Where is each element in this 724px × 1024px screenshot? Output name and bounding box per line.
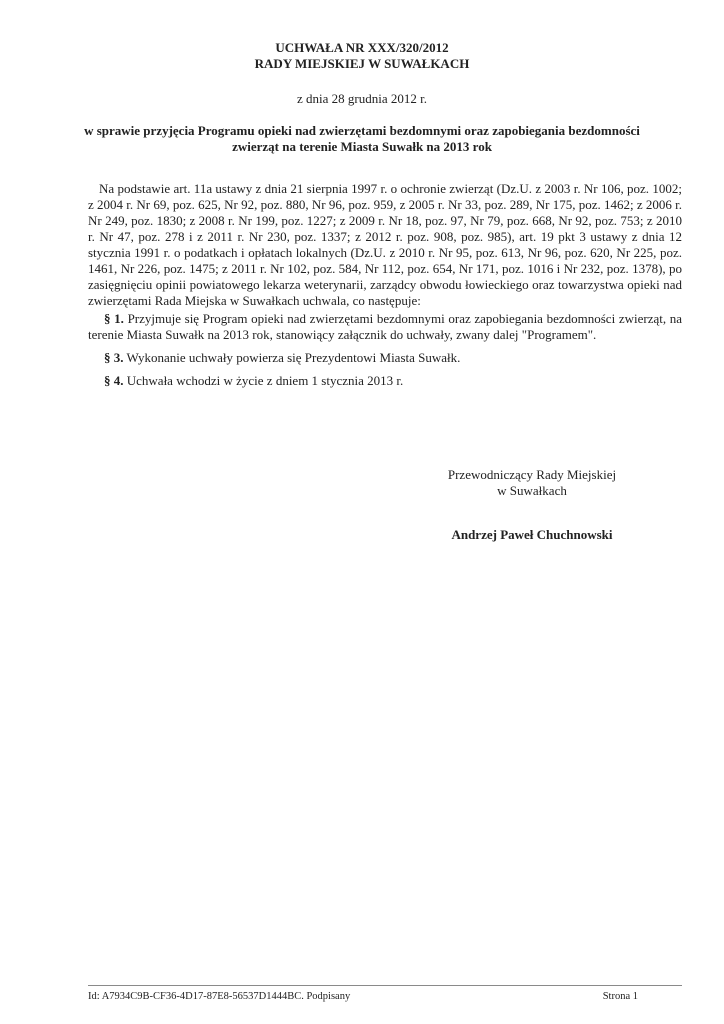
council-name: RADY MIEJSKIEJ W SUWAŁKACH [254,56,470,71]
paragraph-1-label: § 1. [104,311,124,326]
resolution-date: z dnia 28 grudnia 2012 r. [297,91,427,106]
paragraph-1 [88,311,682,343]
legal-basis: Na podstawie art. 11a ustawy z dnia 21 sierpnia 1997 r. o ochronie zwierząt (Dz.U. z 2003 r. Nr 106, poz. 1002; z 2004 r. Nr 69, poz. 625, Nr 92, poz. 880, Nr 96, poz. 959, z 2005 r. Nr 33, poz. 289, Nr 175, poz. 1462; z 2006 r. Nr 249, poz. 1830; z 2008 r. Nr 199, poz. 1227; z 2009 r. Nr 18, poz. 97, Nr 79, poz. 668, Nr 92, poz. 753; z 2010 r. Nr 47, poz. 278 i z 2011 r. Nr 230, poz. 1337; z 2012 r. poz. 908, poz. 985), art. 19 pkt 3 ustawy z dnia 12 stycznia 1991 r. o podatkach i opłatach lokalnych (Dz.U. z 2010 r. Nr 95, poz. 613, Nr 96, poz. 620, Nr 225, poz. 1461, Nr 226, poz. 1475; z 2011 r. Nr 102, poz. 584, Nr 112, poz. 654, Nr 171, poz. 1016 i Nr 232, poz. 1378), po zasięgnięciu opinii powiatowego lekarza weterynarii, zarządcy obwodu łowieckiego oraz towarzystwa opieki nad zwierzętami Rada Miejska w Suwałkach uchwala, co następuje: [88,181,682,308]
paragraph-4-label: § 4. [104,373,124,388]
document-id: Id: A7934C9B-CF36-4D17-87E8-56537D1444BC. Podpisany [88,991,351,1002]
paragraph-4-text: Uchwała wchodzi w życie z dniem 1 stycznia 2013 r. [126,373,404,388]
resolution-number: UCHWAŁA NR XXX/320/2012 [275,40,449,55]
signatory-name: Andrzej Paweł Chuchnowski [451,527,613,542]
paragraph-1-text: Przyjmuje się Program opieki nad zwierzętami bezdomnymi oraz zapobiegania bezdomności zwierząt, na terenie Miasta Suwałk na 2013 rok, stanowiący załącznik do uchwały, zwany dalej "Programem". [88,311,683,342]
paragraph-3 [88,350,682,366]
page-number: Strona 1 [602,991,638,1002]
signatory-title [430,467,634,499]
signatory-title-line-2: w Suwałkach [497,483,567,498]
paragraph-4 [88,373,682,389]
paragraph-3-text: Wykonanie uchwały powierza się Prezydentowi Miasta Suwałk. [126,350,461,365]
subject-line-1: w sprawie przyjęcia Programu opieki nad zwierzętami bezdomnymi oraz zapobiegania bezdomności [84,123,640,138]
subject-line-2: zwierząt na terenie Miasta Suwałk na 2013 rok [232,139,492,154]
footer-divider [88,985,682,986]
resolution-subject [0,123,724,155]
paragraph-3-label: § 3. [104,350,124,365]
signatory-title-line-1: Przewodniczący Rady Miejskiej [447,467,617,482]
